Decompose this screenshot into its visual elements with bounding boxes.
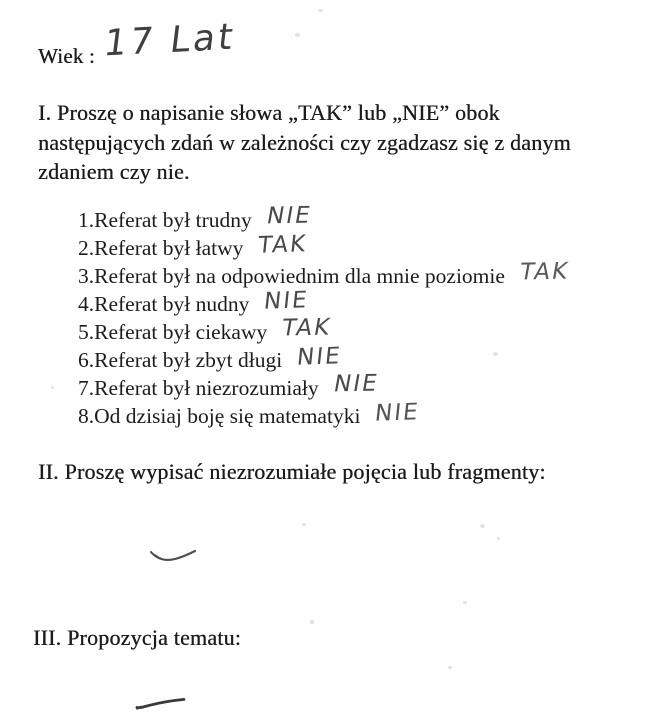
handwritten-answer: TAK	[517, 258, 572, 286]
question-item-5	[78, 314, 569, 346]
scan-speck	[493, 352, 498, 356]
question-item-6	[78, 343, 569, 374]
question-item-7	[78, 370, 569, 402]
age-label: Wiek :	[38, 44, 95, 68]
handwritten-answer: TAK	[257, 231, 309, 259]
scan-speck	[51, 386, 54, 389]
section1-heading: I. Proszę o napisanie słowa „TAK” lub „NIE” obok następujących zdań w zależności czy zgadzasz się z danym zdaniem czy nie.	[38, 100, 571, 184]
age-handwritten-value: 17 Lat	[101, 16, 238, 65]
handwritten-answer: NIE	[295, 343, 344, 371]
handwritten-answer: NIE	[374, 399, 422, 427]
question-item-2	[78, 231, 569, 262]
scan-speck	[318, 9, 323, 12]
question-label: 5.Referat był ciekawy	[78, 320, 268, 344]
question-label: 6.Referat był zbyt długi	[78, 348, 283, 372]
question-label: 2.Referat był łatwy	[78, 236, 244, 260]
handwritten-answer: NIE	[263, 287, 311, 315]
scan-speck	[480, 524, 485, 528]
handwritten-curved-dash-mark	[149, 548, 197, 564]
scan-speck	[295, 33, 300, 37]
question-item-8	[78, 399, 569, 430]
question-label: 4.Referat był nudny	[78, 292, 250, 316]
question-label: 8.Od dzisiaj boję się matematyki	[78, 404, 361, 428]
question-label: 7.Referat był niezrozumiały	[78, 376, 319, 400]
scan-speck	[497, 537, 500, 540]
question-list	[78, 202, 572, 430]
scan-speck	[448, 666, 452, 669]
scan-speck	[302, 523, 306, 526]
handwritten-answer: TAK	[279, 314, 334, 342]
question-item-1	[78, 202, 569, 234]
handwritten-dash-mark	[134, 696, 188, 712]
handwritten-answer: NIE	[264, 202, 314, 230]
scan-speck	[463, 601, 467, 604]
question-label: 1.Referat był trudny	[78, 208, 252, 232]
question-item-3	[78, 258, 572, 290]
scan-speck	[310, 620, 314, 624]
section3-heading: III. Propozycja tematu:	[33, 625, 242, 650]
question-label: 3.Referat był na odpowiednim dla mnie poziomie	[78, 264, 505, 288]
handwritten-answer: NIE	[331, 370, 381, 398]
section2-heading: II. Proszę wypisać niezrozumiałe pojęcia lub fragmenty:	[38, 459, 546, 484]
